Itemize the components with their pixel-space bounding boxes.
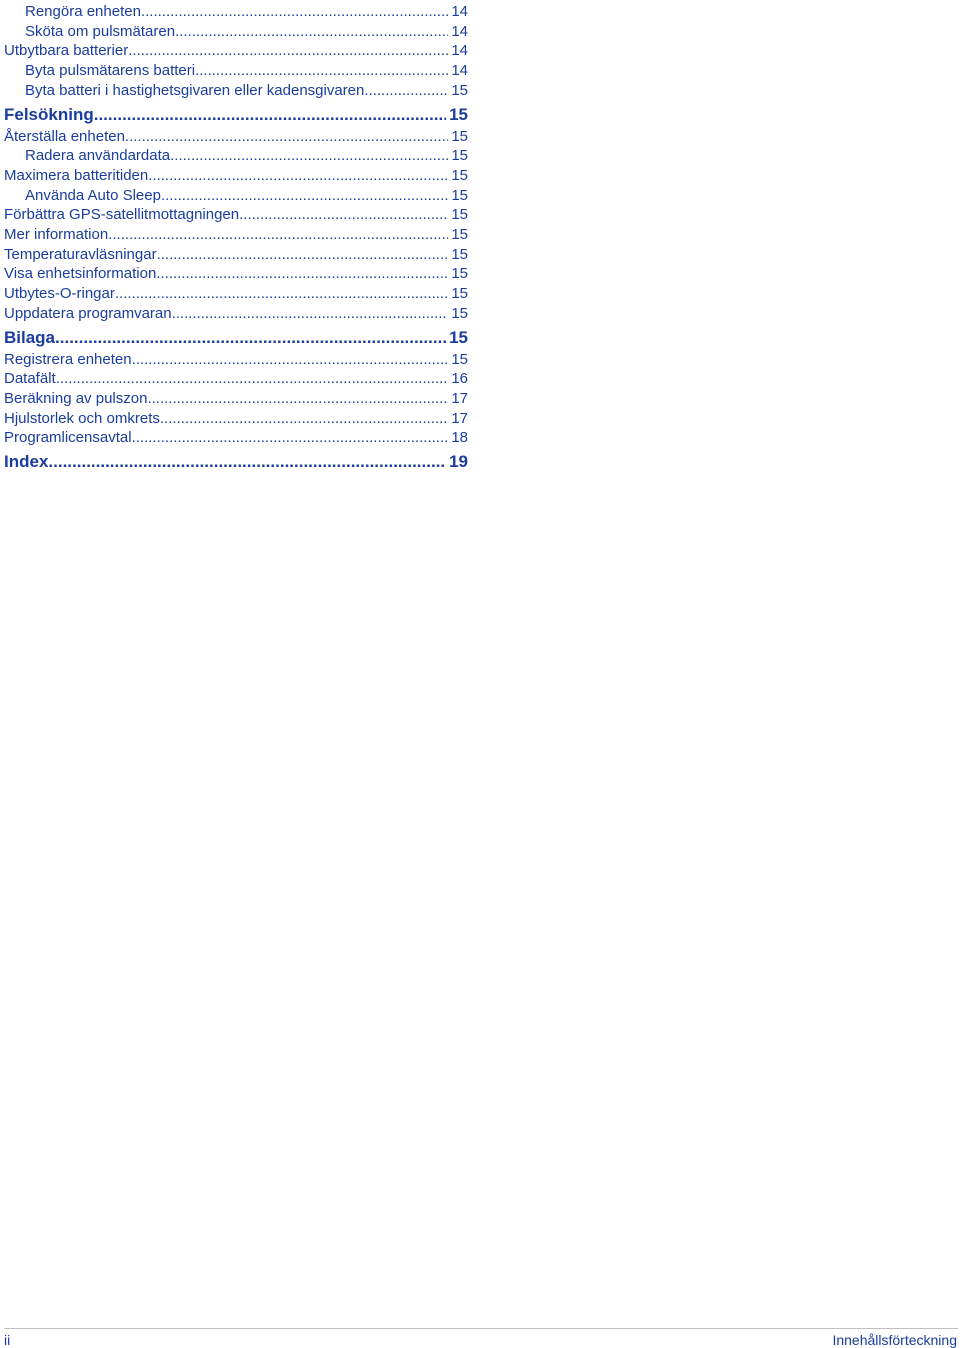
toc-dot-leader (94, 104, 446, 125)
toc-entry-label: Registrera enheten (4, 350, 132, 368)
toc-entry-visa-enhetsinformation[interactable] (4, 264, 468, 284)
toc-entry-page: 19 (449, 452, 468, 472)
toc-entry-hjulstorlek-och-omkrets[interactable] (4, 409, 468, 429)
toc-entry-label: Utbytes-O-ringar (4, 285, 115, 303)
toc-entry-label: Sköta om pulsmätaren (25, 22, 176, 40)
toc-entry-label: Datafält (4, 370, 56, 388)
toc-entry-byta-pulsmatarens-batteri[interactable] (4, 61, 468, 81)
toc-entry-label: Använda Auto Sleep (25, 186, 161, 204)
toc-entry-berakning-av-pulszon[interactable] (4, 389, 468, 409)
toc-entry-label: Programlicensavtal (4, 429, 132, 447)
toc-entry-page: 15 (451, 245, 468, 263)
toc-dot-leader (147, 389, 448, 409)
toc-dot-leader (148, 166, 448, 186)
toc-entry-label: Förbättra GPS-satellitmottagningen (4, 206, 240, 224)
toc-dot-leader (132, 350, 449, 370)
toc-entry-label: Bilaga (4, 327, 56, 347)
toc-dot-leader (141, 2, 448, 22)
toc-entry-label: Radera användardata (25, 147, 171, 165)
toc-entry-page: 17 (451, 409, 468, 427)
table-of-contents (4, 2, 468, 474)
toc-dot-leader (172, 304, 449, 324)
toc-entry-utbytbara-batterier[interactable] (4, 41, 468, 61)
toc-dot-leader (161, 186, 448, 206)
toc-entry-page: 15 (451, 81, 468, 99)
toc-entry-label: Byta pulsmätarens batteri (25, 62, 196, 80)
toc-section-felsokning[interactable] (4, 104, 468, 125)
toc-section-bilaga[interactable] (4, 327, 468, 348)
toc-dot-leader (170, 146, 448, 166)
toc-entry-mer-information[interactable] (4, 225, 468, 245)
toc-entry-aterstalla-enheten[interactable] (4, 127, 468, 147)
toc-entry-page: 15 (451, 166, 468, 184)
toc-dot-leader (175, 22, 448, 42)
toc-entry-page: 15 (451, 350, 468, 368)
toc-entry-page: 17 (451, 389, 468, 407)
toc-entry-page: 18 (451, 429, 468, 447)
toc-entry-utbytes-o-ringar[interactable] (4, 284, 468, 304)
toc-entry-maximera-batteritiden[interactable] (4, 166, 468, 186)
toc-dot-leader (160, 409, 448, 429)
toc-entry-page: 15 (451, 304, 468, 322)
toc-entry-page: 16 (451, 370, 468, 388)
footer-section-title: Innehållsförteckning (832, 1332, 957, 1348)
toc-entry-page: 14 (451, 22, 468, 40)
toc-entry-page: 15 (449, 327, 468, 347)
toc-entry-page: 15 (451, 186, 468, 204)
toc-entry-page: 15 (451, 127, 468, 145)
toc-entry-radera-anvandardata[interactable] (4, 146, 468, 166)
footer-divider (4, 1328, 958, 1329)
toc-dot-leader (55, 327, 446, 348)
toc-dot-leader (125, 127, 448, 147)
toc-entry-page: 15 (451, 206, 468, 224)
toc-dot-leader (239, 205, 448, 225)
toc-dot-leader (364, 81, 448, 101)
toc-entry-label: Utbytbara batterier (4, 42, 129, 60)
toc-entry-page: 15 (451, 147, 468, 165)
toc-entry-label: Index (4, 452, 49, 472)
footer-page-number: ii (4, 1332, 11, 1348)
toc-dot-leader (108, 225, 448, 245)
toc-entry-page: 15 (451, 265, 468, 283)
toc-entry-label: Hjulstorlek och omkrets (4, 409, 160, 427)
toc-entry-label: Maximera batteritiden (4, 166, 149, 184)
toc-dot-leader (56, 369, 449, 389)
toc-entry-registrera-enheten[interactable] (4, 350, 468, 370)
toc-entry-skota-om-pulsmataren[interactable] (4, 22, 468, 42)
toc-entry-label: Visa enhetsinformation (4, 265, 157, 283)
toc-dot-leader (156, 264, 448, 284)
toc-dot-leader (157, 245, 449, 265)
toc-entry-label: Felsökning (4, 104, 94, 124)
toc-entry-page: 14 (451, 42, 468, 60)
toc-section-index[interactable] (4, 451, 468, 472)
toc-entry-page: 14 (451, 62, 468, 80)
toc-dot-leader (128, 41, 448, 61)
toc-entry-page: 15 (449, 104, 468, 124)
toc-entry-label: Mer information (4, 226, 109, 244)
toc-entry-label: Temperaturavläsningar (4, 245, 157, 263)
toc-entry-page: 14 (451, 3, 468, 20)
toc-entry-page: 15 (451, 285, 468, 303)
toc-entry-forbattra-gps[interactable] (4, 205, 468, 225)
toc-entry-label: Återställa enheten (4, 127, 125, 145)
toc-entry-byta-batteri-givare[interactable] (4, 81, 468, 101)
toc-dot-leader (195, 61, 448, 81)
toc-entry-programlicensavtal[interactable] (4, 428, 468, 448)
toc-entry-datafalt[interactable] (4, 369, 468, 389)
toc-entry-label: Rengöra enheten (25, 3, 141, 20)
toc-entry-page: 15 (451, 226, 468, 244)
toc-entry-rengora-enheten[interactable] (4, 2, 468, 22)
toc-entry-temperaturavlasningar[interactable] (4, 245, 468, 265)
toc-entry-anvanda-auto-sleep[interactable] (4, 186, 468, 206)
toc-dot-leader (115, 284, 448, 304)
toc-entry-label: Uppdatera programvaran (4, 304, 172, 322)
toc-entry-uppdatera-programvaran[interactable] (4, 304, 468, 324)
toc-dot-leader (48, 451, 446, 472)
toc-dot-leader (132, 428, 449, 448)
toc-entry-label: Byta batteri i hastighetsgivaren eller kadensgivaren (25, 81, 365, 99)
toc-entry-label: Beräkning av pulszon (4, 389, 148, 407)
